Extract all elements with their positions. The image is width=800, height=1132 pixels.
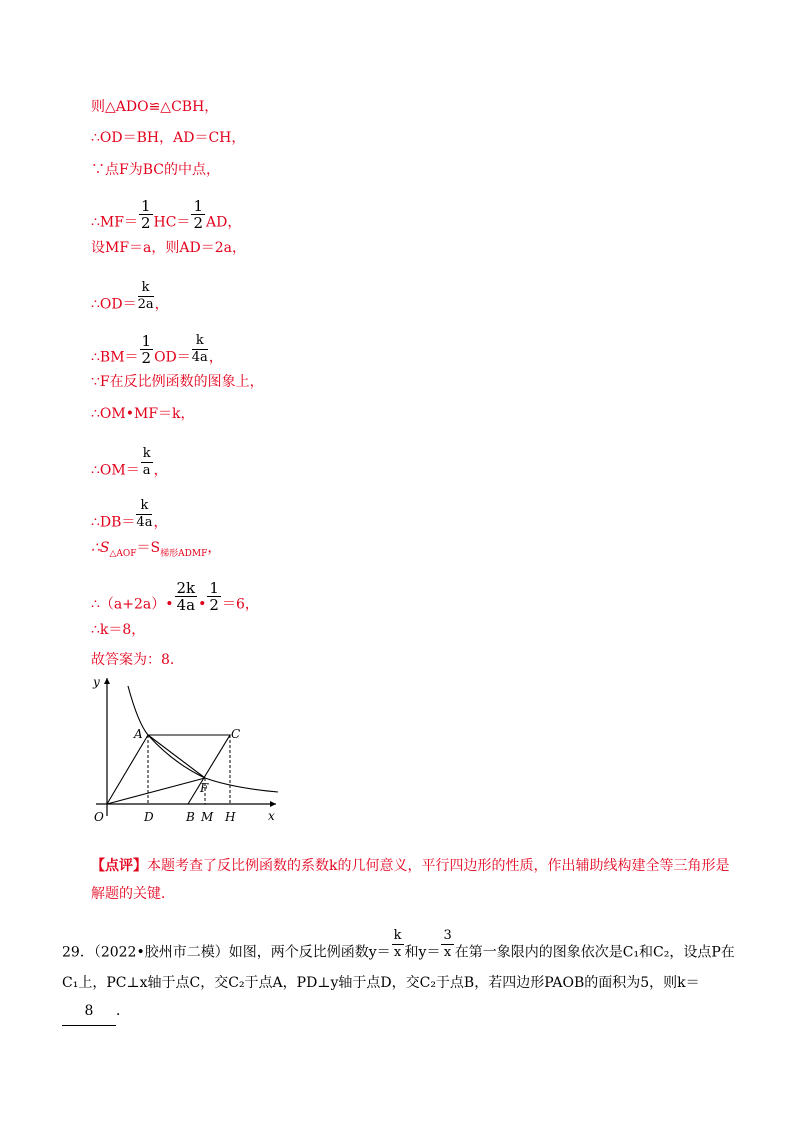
text: ． xyxy=(116,1003,130,1019)
problem-29 xyxy=(62,928,742,1026)
solution-line-9: ∴OM•MF＝k， xyxy=(91,406,195,422)
fraction: $\frac{k}{2a}$ xyxy=(137,280,154,312)
solution-line-1: 则△ADO≌△CBH， xyxy=(91,99,219,115)
problem-source: （2022•胶州市二模） xyxy=(93,944,229,961)
fraction-half: $\frac{1}{2}$ xyxy=(209,579,219,614)
text: HC＝ xyxy=(153,214,191,231)
label-y: y xyxy=(93,675,100,689)
solution-line-7: ∴BM＝ $\frac{1}{2}$ OD＝ $\frac{k}{4a}$ ， xyxy=(91,332,223,367)
label-a: A xyxy=(134,727,143,741)
fraction-half: $\frac{1}{2}$ xyxy=(193,197,203,232)
x-axis-arrow xyxy=(270,801,276,807)
solution-line-15: 故答案为：8． xyxy=(91,652,184,668)
text: 在第一象限内的图象依次是C₁和C₂，设点P在C₁上，PC⊥x轴于点C，交C₂于点A，PD⊥y轴于点D，交C₂于点B，若四边形PAOB的面积为5，则k＝ xyxy=(62,944,735,991)
segment-af xyxy=(148,735,205,778)
label-o: O xyxy=(94,810,104,824)
comment xyxy=(91,852,731,908)
solution-line-10: ∴OM＝ $\frac{k}{a}$ ， xyxy=(91,446,168,479)
solution-line-2: ∴OD＝BH，AD＝CH， xyxy=(91,130,246,146)
parallelogram xyxy=(107,735,230,804)
geometry-figure xyxy=(88,668,288,828)
fraction: $\frac{2k}{4a}$ xyxy=(176,579,196,614)
y-axis-arrow xyxy=(104,678,110,684)
text: AD， xyxy=(205,214,242,231)
solution-line-5: 设MF＝a，则AD＝2a， xyxy=(91,240,246,256)
solution-line-11: ∴DB＝ $\frac{k}{4a}$ ， xyxy=(91,498,168,531)
fraction-half: $\frac{1}{2}$ xyxy=(140,197,151,232)
fraction-k-over-x: $\frac{k}{x}$ xyxy=(393,928,402,960)
fraction: $\frac{k}{a}$ xyxy=(142,446,151,478)
label-d: D xyxy=(144,810,154,824)
fraction-half: $\frac{1}{2}$ xyxy=(141,332,152,367)
fraction: $\frac{k}{4a}$ xyxy=(191,333,208,365)
solution-line-3: ∵点F为BC的中点， xyxy=(91,162,220,178)
label-m: M xyxy=(201,810,214,824)
label-x: x xyxy=(268,809,275,823)
solution-line-12: $\therefore S_{\triangle AOF}=S_{梯形ADMF}$， xyxy=(91,540,222,559)
label-f: F xyxy=(200,781,209,795)
text: 和y＝ xyxy=(404,944,441,961)
text: 如图，两个反比例函数y＝ xyxy=(228,944,391,961)
label-c: C xyxy=(231,727,241,741)
comment-text: 本题考查了反比例函数的系数k的几何意义，平行四边形的性质，作出辅助线构建全等三角形是解题的关键． xyxy=(91,858,730,902)
solution-line-13: ∴（a+2a）• $\frac{2k}{4a}$ • $\frac{1}{2}$ ＝6， xyxy=(91,579,259,614)
problem-number: 29． xyxy=(62,944,94,961)
fraction: $\frac{k}{4a}$ xyxy=(136,498,153,530)
solution-line-4 xyxy=(91,197,242,239)
comment-tag: 【点评】 xyxy=(91,858,147,874)
fraction-3-over-x: $\frac{3}{x}$ xyxy=(443,928,452,960)
solution-line-6: ∴OD＝ $\frac{k}{2a}$ ， xyxy=(91,280,169,313)
solution-line-8: ∵F在反比例函数的图象上， xyxy=(91,374,264,390)
label-b: B xyxy=(186,810,195,824)
solution-line-14: ∴k＝8， xyxy=(91,622,146,638)
answer-blank: 8 xyxy=(62,997,116,1026)
text: ∴MF＝ xyxy=(91,214,138,231)
label-h: H xyxy=(225,810,236,824)
